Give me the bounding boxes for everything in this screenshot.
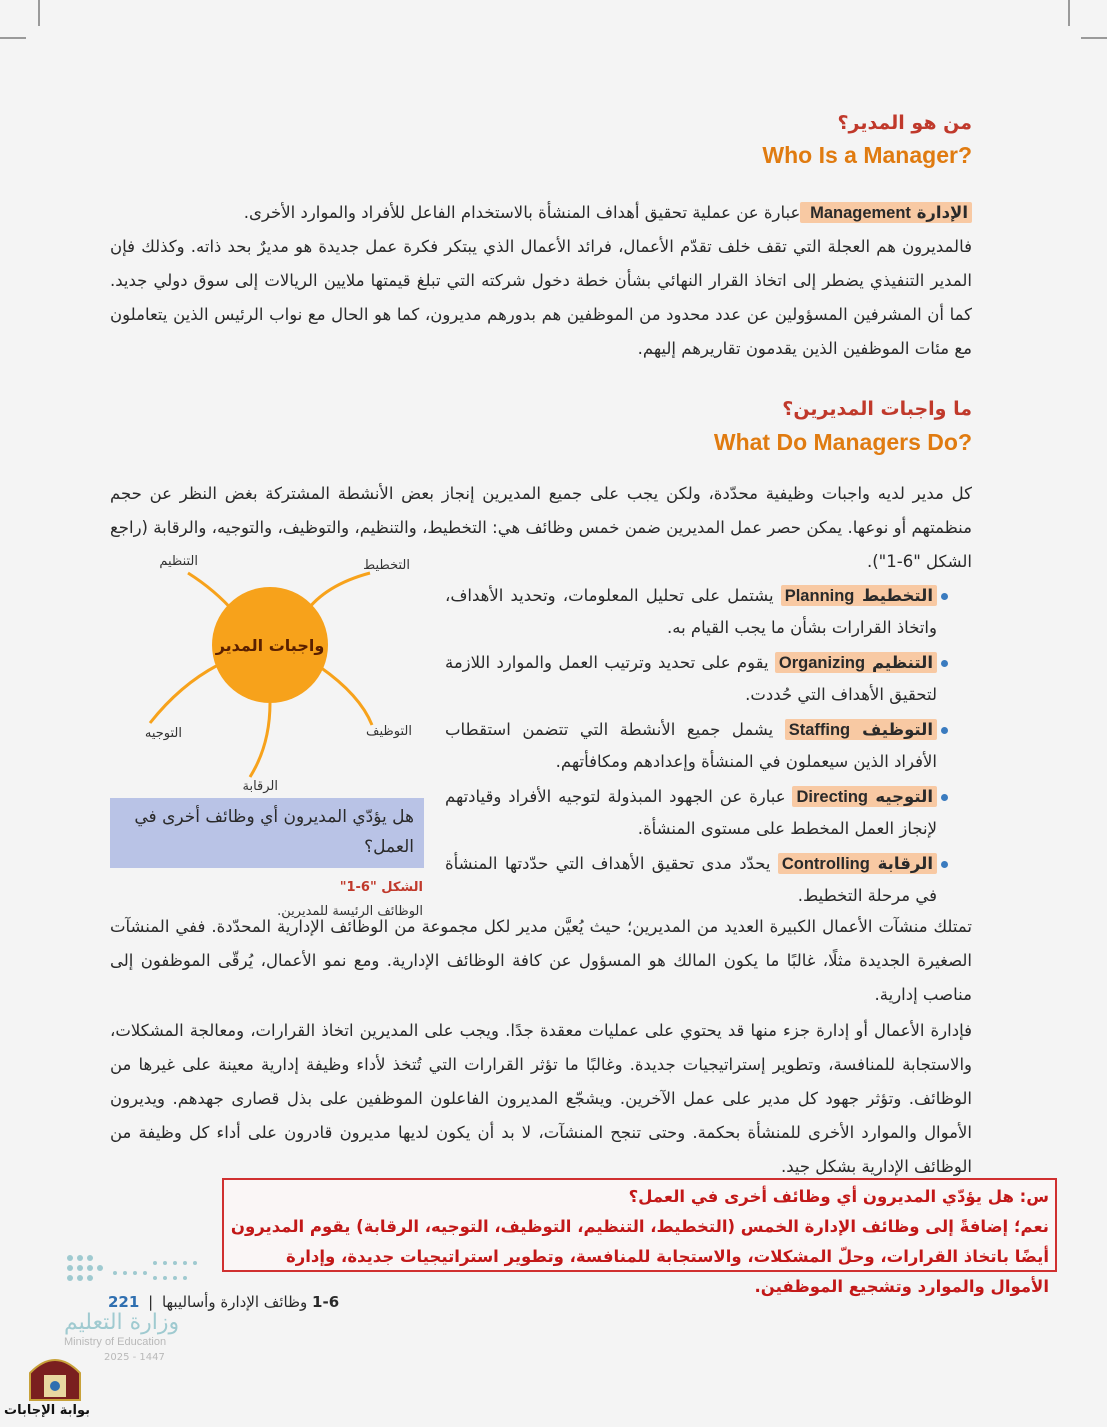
- diagram-svg: [110, 545, 430, 795]
- diagram-label-organizing: التنظيم: [159, 554, 198, 569]
- answer-text: نعم؛ إضافةً إلى وظائف الإدارة الخمس (التخطيط، التنظيم، التوظيف، التوجيه، الرقابة) يقوم المديرون أيضًا باتخاذ القرارات، وحلّ المشكلات، والاستجابة للمنافسة، وتطوير استراتيجيات جديدة، وإدارة الأموال والموارد وتشجيع الموظفين.: [230, 1217, 1049, 1296]
- chapter-title: وظائف الإدارة وأساليبها: [161, 1293, 308, 1311]
- ministry-name-en: Ministry of Education: [64, 1336, 167, 1348]
- term-en: Controlling: [781, 855, 870, 873]
- diagram-label-controlling: الرقابة: [242, 779, 278, 794]
- diagram-label-directing: التوجيه: [144, 726, 182, 741]
- bullet-dot: [941, 727, 948, 734]
- diagram-center-label: واجبات المدير: [215, 636, 325, 655]
- page-number: 221: [108, 1293, 140, 1311]
- paragraph-text: تمتلك منشآت الأعمال الكبيرة العديد من المديرين؛ حيث يُعيَّن مدير لكل مجموعة من الوظائف الإدارية المحدّدة. ففي المنشآت الصغيرة الجديدة مثلًا، غالبًا ما يكون المالك هو المسؤول عن كافة الوظائف الإدارية. ومع نمو الأعمال، يُرقّى الموظفون إلى مناصب إدارية.: [110, 917, 972, 1004]
- paragraph-large-organizations: [110, 910, 972, 1012]
- chapter-number: 1-6: [312, 1293, 340, 1311]
- term-en: Planning: [784, 587, 855, 605]
- term-ar: الرقابة: [877, 854, 933, 873]
- term-en: Staffing: [788, 721, 851, 739]
- heading-duties-ar: ما واجبات المديرين؟: [782, 398, 972, 420]
- list-item: [445, 580, 937, 643]
- paragraph-text: فإدارة الأعمال أو إدارة جزء منها قد يحتوي على عمليات معقدة جدًا. ويجب على المديرين اتخاذ القرارات، ومعالجة المشكلات، والاستجابة للمنافسة، وتطوير إستراتيجيات جديدة. وغالبًا ما تؤثر القرارات التي تُتخذ لأداء وظيفة إدارية معينة على غيرها من الوظائف. وتؤثر جهود كل مدير على عمل الآخرين. ويشجّع المديرون الفاعلون الموظفين على بذل قصارى جهدهم. ويديرون الأموال والموارد الأخرى للمنشأة بحكمة. وحتى تنجح المنشآت، لا بد أن يكون لديها مديرون قادرون على أداء كل وظيفة من الوظائف الإدارية بشكل جيد.: [110, 1021, 972, 1176]
- heading-duties-en: What Do Managers Do?: [713, 429, 972, 455]
- functions-list: [445, 580, 937, 915]
- term-management: [800, 202, 972, 223]
- connector-staffing: [320, 667, 372, 725]
- list-item: [445, 647, 937, 710]
- answer-box: [222, 1178, 1057, 1296]
- term-planning: [781, 585, 937, 606]
- term-ar: التخطيط: [862, 586, 933, 605]
- site-logo-text: بوابة الإجابات: [4, 1403, 90, 1418]
- bullet-dot: [941, 660, 948, 667]
- term-en: Organizing: [778, 654, 866, 672]
- bullet-text: يقوم على تحديد وترتيب العمل والموارد اللازمة لتحقيق الأهداف التي حُددت.: [445, 653, 937, 704]
- term-en: Directing: [796, 788, 868, 806]
- term-organizing: [775, 652, 937, 673]
- paragraph-text: كل مدير لديه واجبات وظيفية محدّدة، ولكن يجب على جميع المديرين إنجاز بعض الأنشطة المشتركة بغض النظر عن حجم منظمتهم أو نوعها. يمكن حصر عمل المديرين ضمن خمس وظائف هي: التخطيط، والتنظيم، والتوظيف، والتوجيه، والرقابة (راجع الشكل "6-1").: [110, 484, 972, 571]
- term-ar: التنظيم: [871, 653, 934, 672]
- connector-planning: [305, 573, 370, 613]
- ministry-name-ar: وزارة التعليم: [64, 1310, 180, 1335]
- connector-directing: [150, 665, 218, 723]
- bullet-dot: [941, 861, 948, 868]
- bullet-text: يشمل جميع الأنشطة التي تتضمن استقطاب الأفراد الذين سيعملون في المنشأة وإعدادهم ومكافأتهم.: [445, 720, 937, 771]
- term-management-ar: الإدارة: [916, 203, 968, 222]
- term-management-en: Management: [810, 204, 911, 222]
- paragraph-management-complexity: [110, 1014, 972, 1184]
- crop-mark: [38, 0, 40, 26]
- bullet-dot: [941, 593, 948, 600]
- term-ar: التوظيف: [862, 720, 934, 739]
- site-logo: [0, 1345, 110, 1427]
- bullet-text: يشتمل على تحليل المعلومات، وتحديد الأهداف، واتخاذ القرارات بشأن ما يجب القيام به.: [445, 586, 937, 637]
- bullet-text: عبارة عن الجهود المبذولة لتوجيه الأفراد وقيادتهم لإنجاز العمل المخطط على مستوى المنشأة.: [445, 787, 937, 838]
- term-ar: التوجيه: [875, 787, 933, 806]
- manager-duties-diagram: [110, 545, 430, 795]
- page-footer: [108, 1293, 339, 1311]
- lantern-icon: [0, 1345, 110, 1405]
- crop-mark: [1068, 0, 1070, 26]
- paragraph-management-definition: [110, 196, 972, 366]
- figure-caption: الوظائف الرئيسة للمديرين.: [277, 904, 423, 919]
- heading-manager-en: Who Is a Manager?: [762, 142, 972, 168]
- term-controlling: [778, 853, 937, 874]
- connector-controlling: [250, 703, 270, 777]
- question-box: هل يؤدّي المديرون أي وظائف أخرى في العمل؟: [110, 798, 424, 868]
- bullet-dot: [941, 794, 948, 801]
- figure-label: الشكل "6-1": [339, 880, 423, 895]
- answer-question: س: هل يؤدّي المديرون أي وظائف أخرى في العمل؟: [628, 1187, 1049, 1206]
- term-staffing: [785, 719, 937, 740]
- list-item: [445, 714, 937, 777]
- list-item: [445, 848, 937, 911]
- crop-mark: [1081, 37, 1107, 39]
- heading-manager-ar: من هو المدير؟: [837, 112, 972, 134]
- paragraph-text: فالمديرون هم العجلة التي تقف خلف تقدّم الأعمال، فرائد الأعمال الذي يبتكر فكرة عمل جديدة هو مديرٌ بحد ذاته. وكذلك فإن المدير التنفيذي يضطر إلى اتخاذ القرار النهائي بشأن خطة دخول شركته التي تبلغ قيمتها ملايين الريالات إلى سوق دولي جديد. كما أن المشرفين المسؤولين عن عدد محدود من الموظفين هم بدورهم مديرون، كما هو الحال مع نواب الرئيس الذين يتعاملون مع مئات الموظفين الذين يقدمون تقاريرهم إليهم.: [110, 237, 972, 358]
- diagram-label-planning: التخطيط: [363, 558, 410, 573]
- paragraph-text: عبارة عن عملية تحقيق أهداف المنشأة بالاستخدام الفاعل للأفراد والموارد الأخرى.: [243, 203, 801, 222]
- bullet-text: يحدّد مدى تحقيق الأهداف التي حدّدتها المنشأة في مرحلة التخطيط.: [445, 854, 937, 905]
- list-item: [445, 781, 937, 844]
- term-directing: [792, 786, 937, 807]
- ministry-year: 2025 - 1447: [104, 1352, 165, 1363]
- diagram-label-staffing: التوظيف: [366, 724, 412, 739]
- crop-mark: [0, 37, 26, 39]
- footer-separator: |: [148, 1293, 154, 1311]
